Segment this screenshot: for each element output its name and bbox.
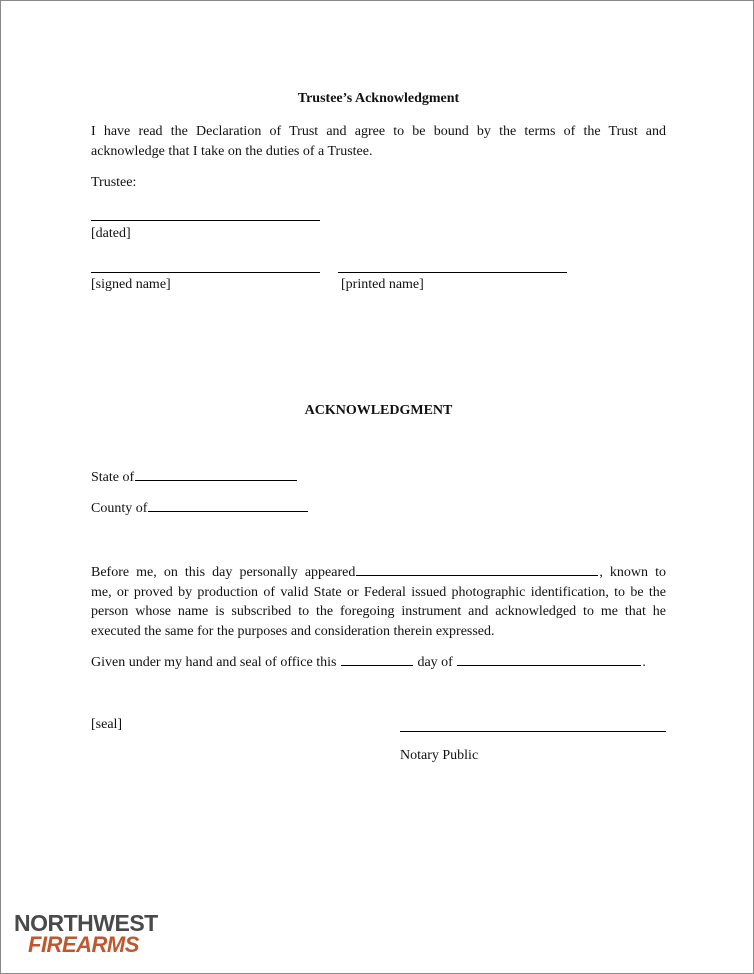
appeared-name-blank	[356, 561, 598, 576]
month-blank	[457, 651, 641, 666]
seal-label: [seal]	[91, 717, 123, 732]
known-to-text: , known to	[599, 565, 666, 580]
acknowledgment-title: ACKNOWLEDGMENT	[304, 403, 453, 418]
acknowledgment-body-line-3: person whose name is subscribed to the foregoing instrument and acknowledged to me that he	[91, 604, 666, 619]
state-of-field	[91, 466, 298, 488]
given-under-hand-line	[91, 651, 646, 673]
day-of-text: day of	[417, 655, 453, 670]
logo-line-northwest: NORTHWEST	[14, 910, 158, 936]
appeared-text: Before me, on this day personally appeared	[91, 565, 356, 580]
dated-signature-line	[91, 220, 320, 221]
county-of-field	[91, 497, 309, 519]
notary-signature-line	[400, 731, 666, 732]
acknowledgment-body	[91, 561, 666, 641]
printed-name-line	[338, 272, 567, 273]
printed-name-label: [printed name]	[341, 277, 424, 292]
trustee-label: Trustee:	[91, 175, 137, 190]
signed-name-label: [signed name]	[91, 277, 171, 292]
trustee-paragraph	[91, 122, 666, 161]
county-of-blank	[148, 497, 308, 512]
day-blank	[341, 651, 413, 666]
dated-label: [dated]	[91, 226, 131, 241]
acknowledgment-body-line-2: me, or proved by production of valid State or Federal issued photographic identification, to be the	[91, 584, 666, 600]
given-text: Given under my hand and seal of office this	[91, 655, 337, 670]
acknowledgment-body-line-1	[91, 561, 666, 583]
county-of-label: County of	[91, 501, 148, 516]
state-of-label: State of	[91, 470, 135, 485]
signed-name-line	[91, 272, 320, 273]
notary-public-label: Notary Public	[400, 748, 479, 763]
trustee-paragraph-line-1: I have read the Declaration of Trust and agree to be bound by the terms of the Trust and	[91, 124, 666, 139]
state-of-blank	[135, 466, 297, 481]
acknowledgment-body-line-4: executed the same for the purposes and consideration therein expressed.	[91, 623, 495, 639]
trustee-acknowledgment-title: Trustee’s Acknowledgment	[297, 91, 460, 106]
northwest-firearms-logo	[14, 912, 158, 956]
given-period: .	[642, 655, 646, 670]
logo-line-firearms: FIREARMS	[28, 932, 139, 957]
trustee-paragraph-line-2: acknowledge that I take on the duties of a Trustee.	[91, 143, 373, 159]
